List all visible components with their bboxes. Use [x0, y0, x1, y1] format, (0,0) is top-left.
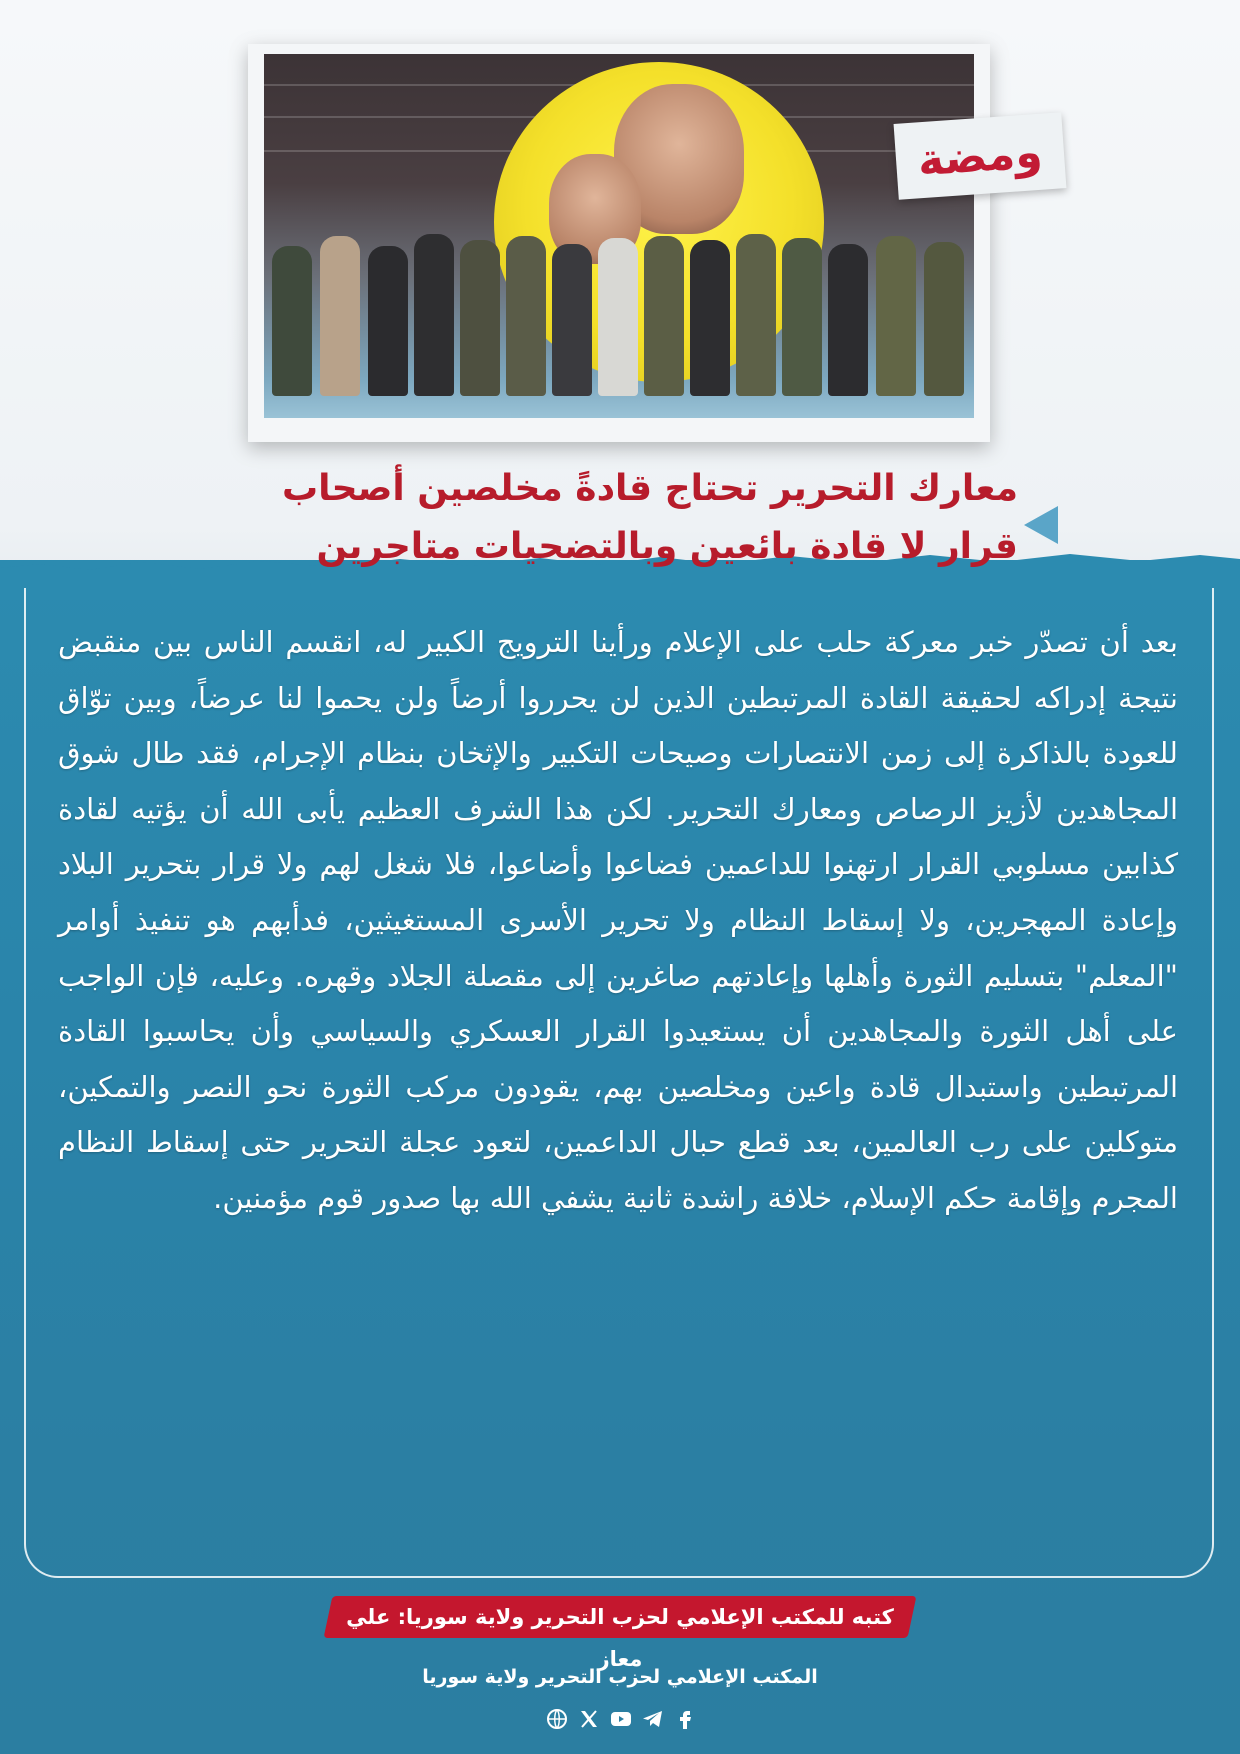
social-links [550, 1706, 692, 1736]
author-credit: كتبه للمكتب الإعلامي لحزب التحرير ولاية سوريا: علي معاز [346, 1605, 894, 1671]
headline-line-2: قرار لا قادة بائعين وبالتضحيات متاجرين [316, 526, 1018, 567]
brand-badge-text: ومضة [916, 126, 1044, 186]
website-icon[interactable] [545, 1706, 569, 1732]
facebook-icon[interactable] [673, 1706, 697, 1732]
x-icon[interactable] [577, 1706, 601, 1732]
group-photo [264, 54, 974, 424]
body-text [58, 615, 1178, 1227]
brand-badge [894, 112, 1067, 200]
youtube-icon[interactable] [609, 1706, 633, 1732]
telegram-icon[interactable] [641, 1706, 665, 1732]
photo-torn-edge [248, 418, 990, 434]
headline-arrow-icon [1024, 506, 1058, 544]
body-paragraph: بعد أن تصدّر خبر معركة حلب على الإعلام ورأينا الترويج الكبير له، انقسم الناس بين منقبض نتيجة إدراكه لحقيقة القادة المرتبطين الذين لن يحرروا أرضاً ولن يحموا لنا عرضاً، وبين توّاق للعودة بالذاكرة إلى زمن الانتصارات وصيحات التكبير والإثخان بنظام الإجرام، فقد طال شوق المجاهدين لأزيز الرصاص ومعارك التحرير. لكن هذا الشرف العظيم يأبى الله أن يؤتيه لقادة كذابين مسلوبي القرار ارتهنوا للداعمين فضاعوا وأضاعوا، فلا شغل لهم ولا قرار بتحرير البلاد وإعادة المهجرين، ولا إسقاط النظام ولا تحرير الأسرى المستغيثين، فدأبهم هو تنفيذ أوامر "المعلم" بتسليم الثورة وأهلها وإعادتهم صاغرين إلى مقصلة الجلاد وقهره. وعليه، فإن الواجب على أهل الثورة والمجاهدين أن يستعيدوا القرار العسكري والسياسي وأن يحاسبوا القادة المرتبطين واستبدال قادة واعين ومخلصين بهم، يقودون مركب الثورة نحو النصر والتمكين، متوكلين على رب العالمين، بعد قطع حبال الداعمين، لتعود عجلة التحرير حتى إسقاط النظام المجرم وإقامة حكم الإسلام، خلافة راشدة ثانية يشفي الله بها صدور قوم مؤمنين. [58, 625, 1178, 1215]
photo-card [248, 44, 990, 442]
headline-line-1: معارك التحرير تحتاج قادةً مخلصين أصحاب [281, 468, 1018, 509]
footer-title: المكتب الإعلامي لحزب التحرير ولاية سوريا [422, 1666, 818, 1688]
headline [198, 460, 1018, 576]
